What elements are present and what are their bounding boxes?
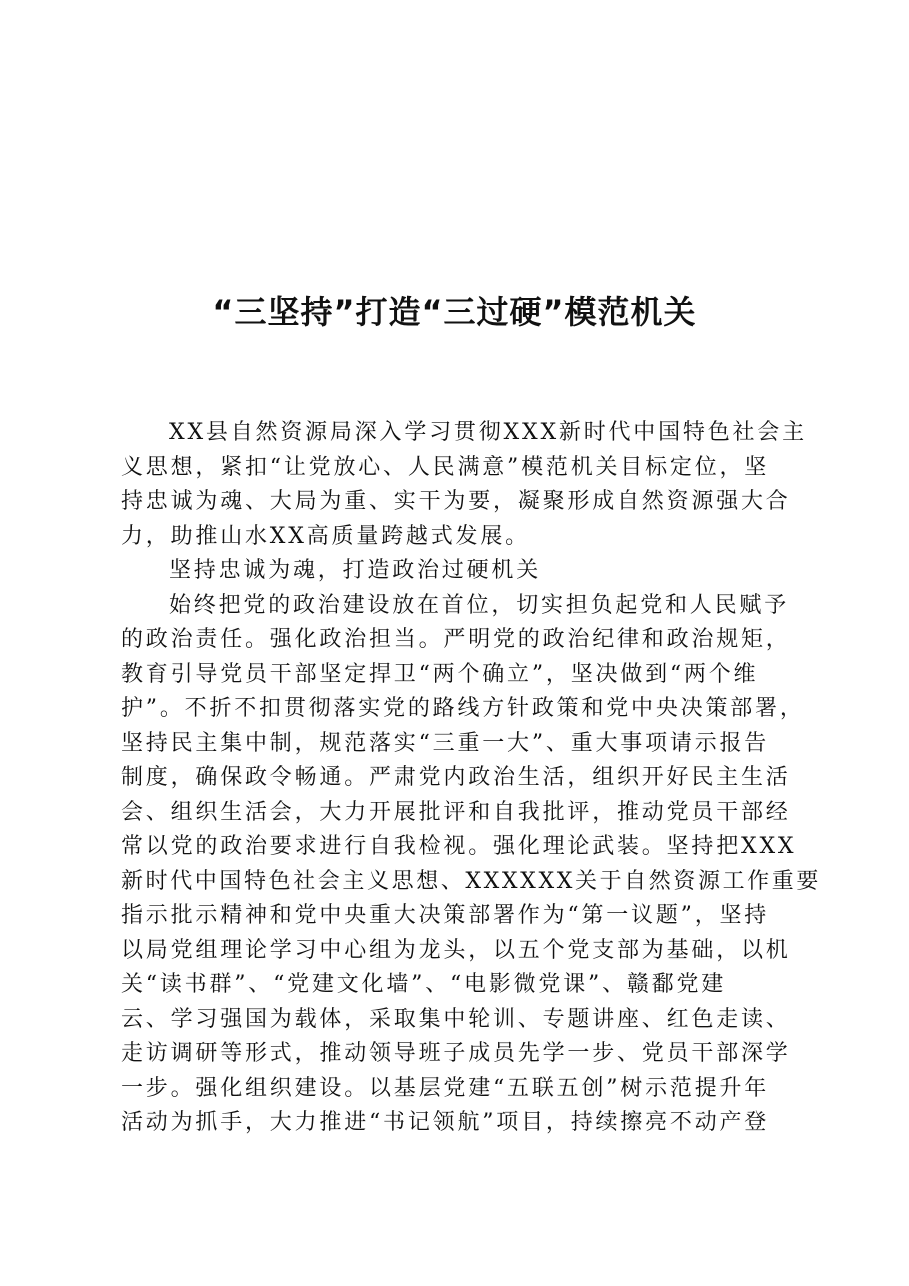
body-line: 指示批示精神和党中央重大决策部署作为“第一议题”，坚持 [121, 903, 770, 928]
body-line: 始终把党的政治建设放在首位，切实担负起党和人民赋予 [169, 592, 790, 618]
body-line: 力，助推山水XX高质量跨越式发展。 [121, 523, 530, 549]
body-line: 制度，确保政令畅通。严肃党内政治生活，组织开好民主生活 [121, 765, 791, 790]
body-line: 坚持民主集中制，规范落实“三重一大”、重大事项请示报告 [121, 730, 770, 756]
body-line: 活动为抓手，大力推进“书记领航”项目，持续擦亮不动产登 [121, 1110, 770, 1135]
body-line: 以局党组理论学习中心组为龙头，以五个党支部为基础，以机 [121, 937, 791, 963]
body-line: 的政治责任。强化政治担当。严明党的政治纪律和政治规矩， [121, 627, 791, 652]
body-line: 教育引导党员干部坚定捍卫“两个确立”，坚决做到“两个维 [121, 661, 759, 687]
document-title: “三坚持”打造“三过硬”模范机关 [212, 293, 697, 331]
section-heading: 坚持忠诚为魂，打造政治过硬机关 [169, 558, 542, 583]
document-body [121, 416, 821, 1141]
body-line: 义思想，紧扣“让党放心、人民满意”模范机关目标定位，坚 [121, 454, 770, 480]
body-line: 护”。不折不扣贯彻落实党的路线方针政策和党中央决策部署， [121, 696, 805, 721]
body-line: 云、学习强国为载体，采取集中轮训、专题讲座、红色走读、 [121, 1006, 791, 1032]
body-line: XX县自然资源局深入学习贯彻XXX新时代中国特色社会主 [169, 420, 807, 445]
body-line: 持忠诚为魂、大局为重、实干为要，凝聚形成自然资源强大合 [121, 489, 791, 514]
body-line: 常以党的政治要求进行自我检视。强化理论武装。坚持把XXX [121, 834, 797, 859]
body-line: 关“读书群”、“党建文化墙”、“电影微党课”、赣鄱党建 [121, 972, 727, 997]
body-line: 会、组织生活会，大力开展批评和自我批评，推动党员干部经 [121, 799, 791, 825]
body-line: 新时代中国特色社会主义思想、XXXXXX关于自然资源工作重要 [121, 868, 821, 894]
body-line: 走访调研等形式，推动领导班子成员先学一步、党员干部深学 [121, 1041, 791, 1066]
body-line: 一步。强化组织建设。以基层党建“五联五创”树示范提升年 [121, 1075, 770, 1101]
